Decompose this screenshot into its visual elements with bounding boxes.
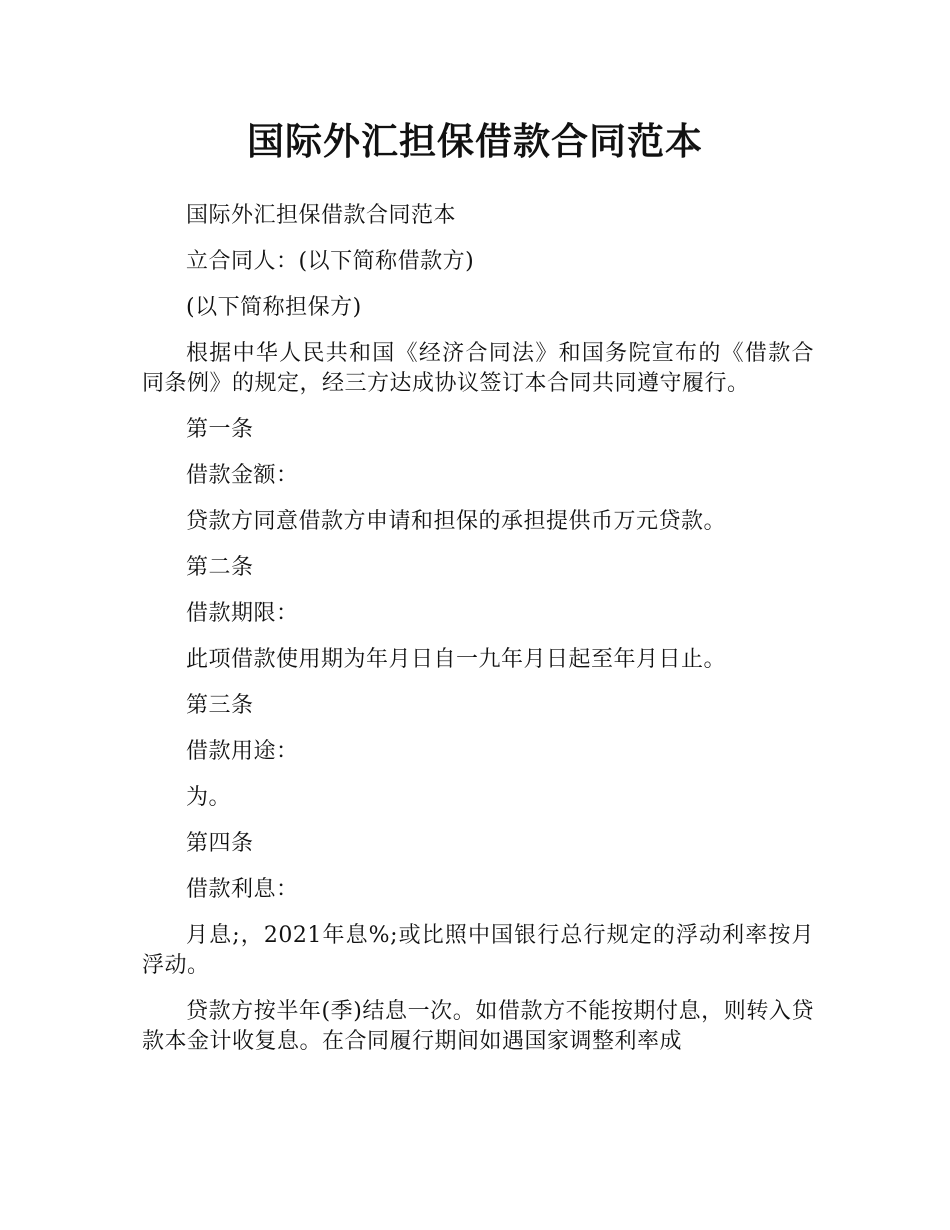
paragraph-heading-repeat: 国际外汇担保借款合同范本 [186, 203, 457, 228]
article-2-heading: 第二条 [186, 555, 254, 580]
article-2-subject: 借款期限： [186, 601, 299, 626]
document-body [142, 201, 814, 1073]
article-3-heading: 第三条 [186, 693, 254, 718]
paragraph-guarantor: (以下简称担保方) [186, 295, 362, 320]
article-3-text: 为。 [186, 785, 232, 810]
article-1-heading: 第一条 [186, 417, 254, 442]
paragraph-borrower: 立合同人：(以下简称借款方) [186, 249, 475, 274]
article-4-subject: 借款利息： [186, 877, 299, 902]
article-4-interest-terms: 贷款方按半年(季)结息一次。如借款方不能按期付息，则转入贷款本金计收复息。在合同履行期间如遇国家调整利率成 [142, 999, 814, 1054]
article-1-text: 贷款方同意借款方申请和担保的承担提供币万元贷款。 [186, 509, 727, 534]
article-1-subject: 借款金额： [186, 463, 299, 488]
article-3-subject: 借款用途： [186, 739, 299, 764]
paragraph-preamble: 根据中华人民共和国《经济合同法》和国务院宣布的《借款合同条例》的规定，经三方达成协议签订本合同共同遵守履行。 [142, 341, 814, 396]
article-4-heading: 第四条 [186, 831, 254, 856]
article-4-text: 月息;，2021年息%;或比照中国银行总行规定的浮动利率按月浮动。 [142, 923, 814, 978]
document-title: 国际外汇担保借款合同范本 [247, 120, 703, 163]
article-2-text: 此项借款使用期为年月日自一九年月日起至年月日止。 [186, 647, 727, 672]
